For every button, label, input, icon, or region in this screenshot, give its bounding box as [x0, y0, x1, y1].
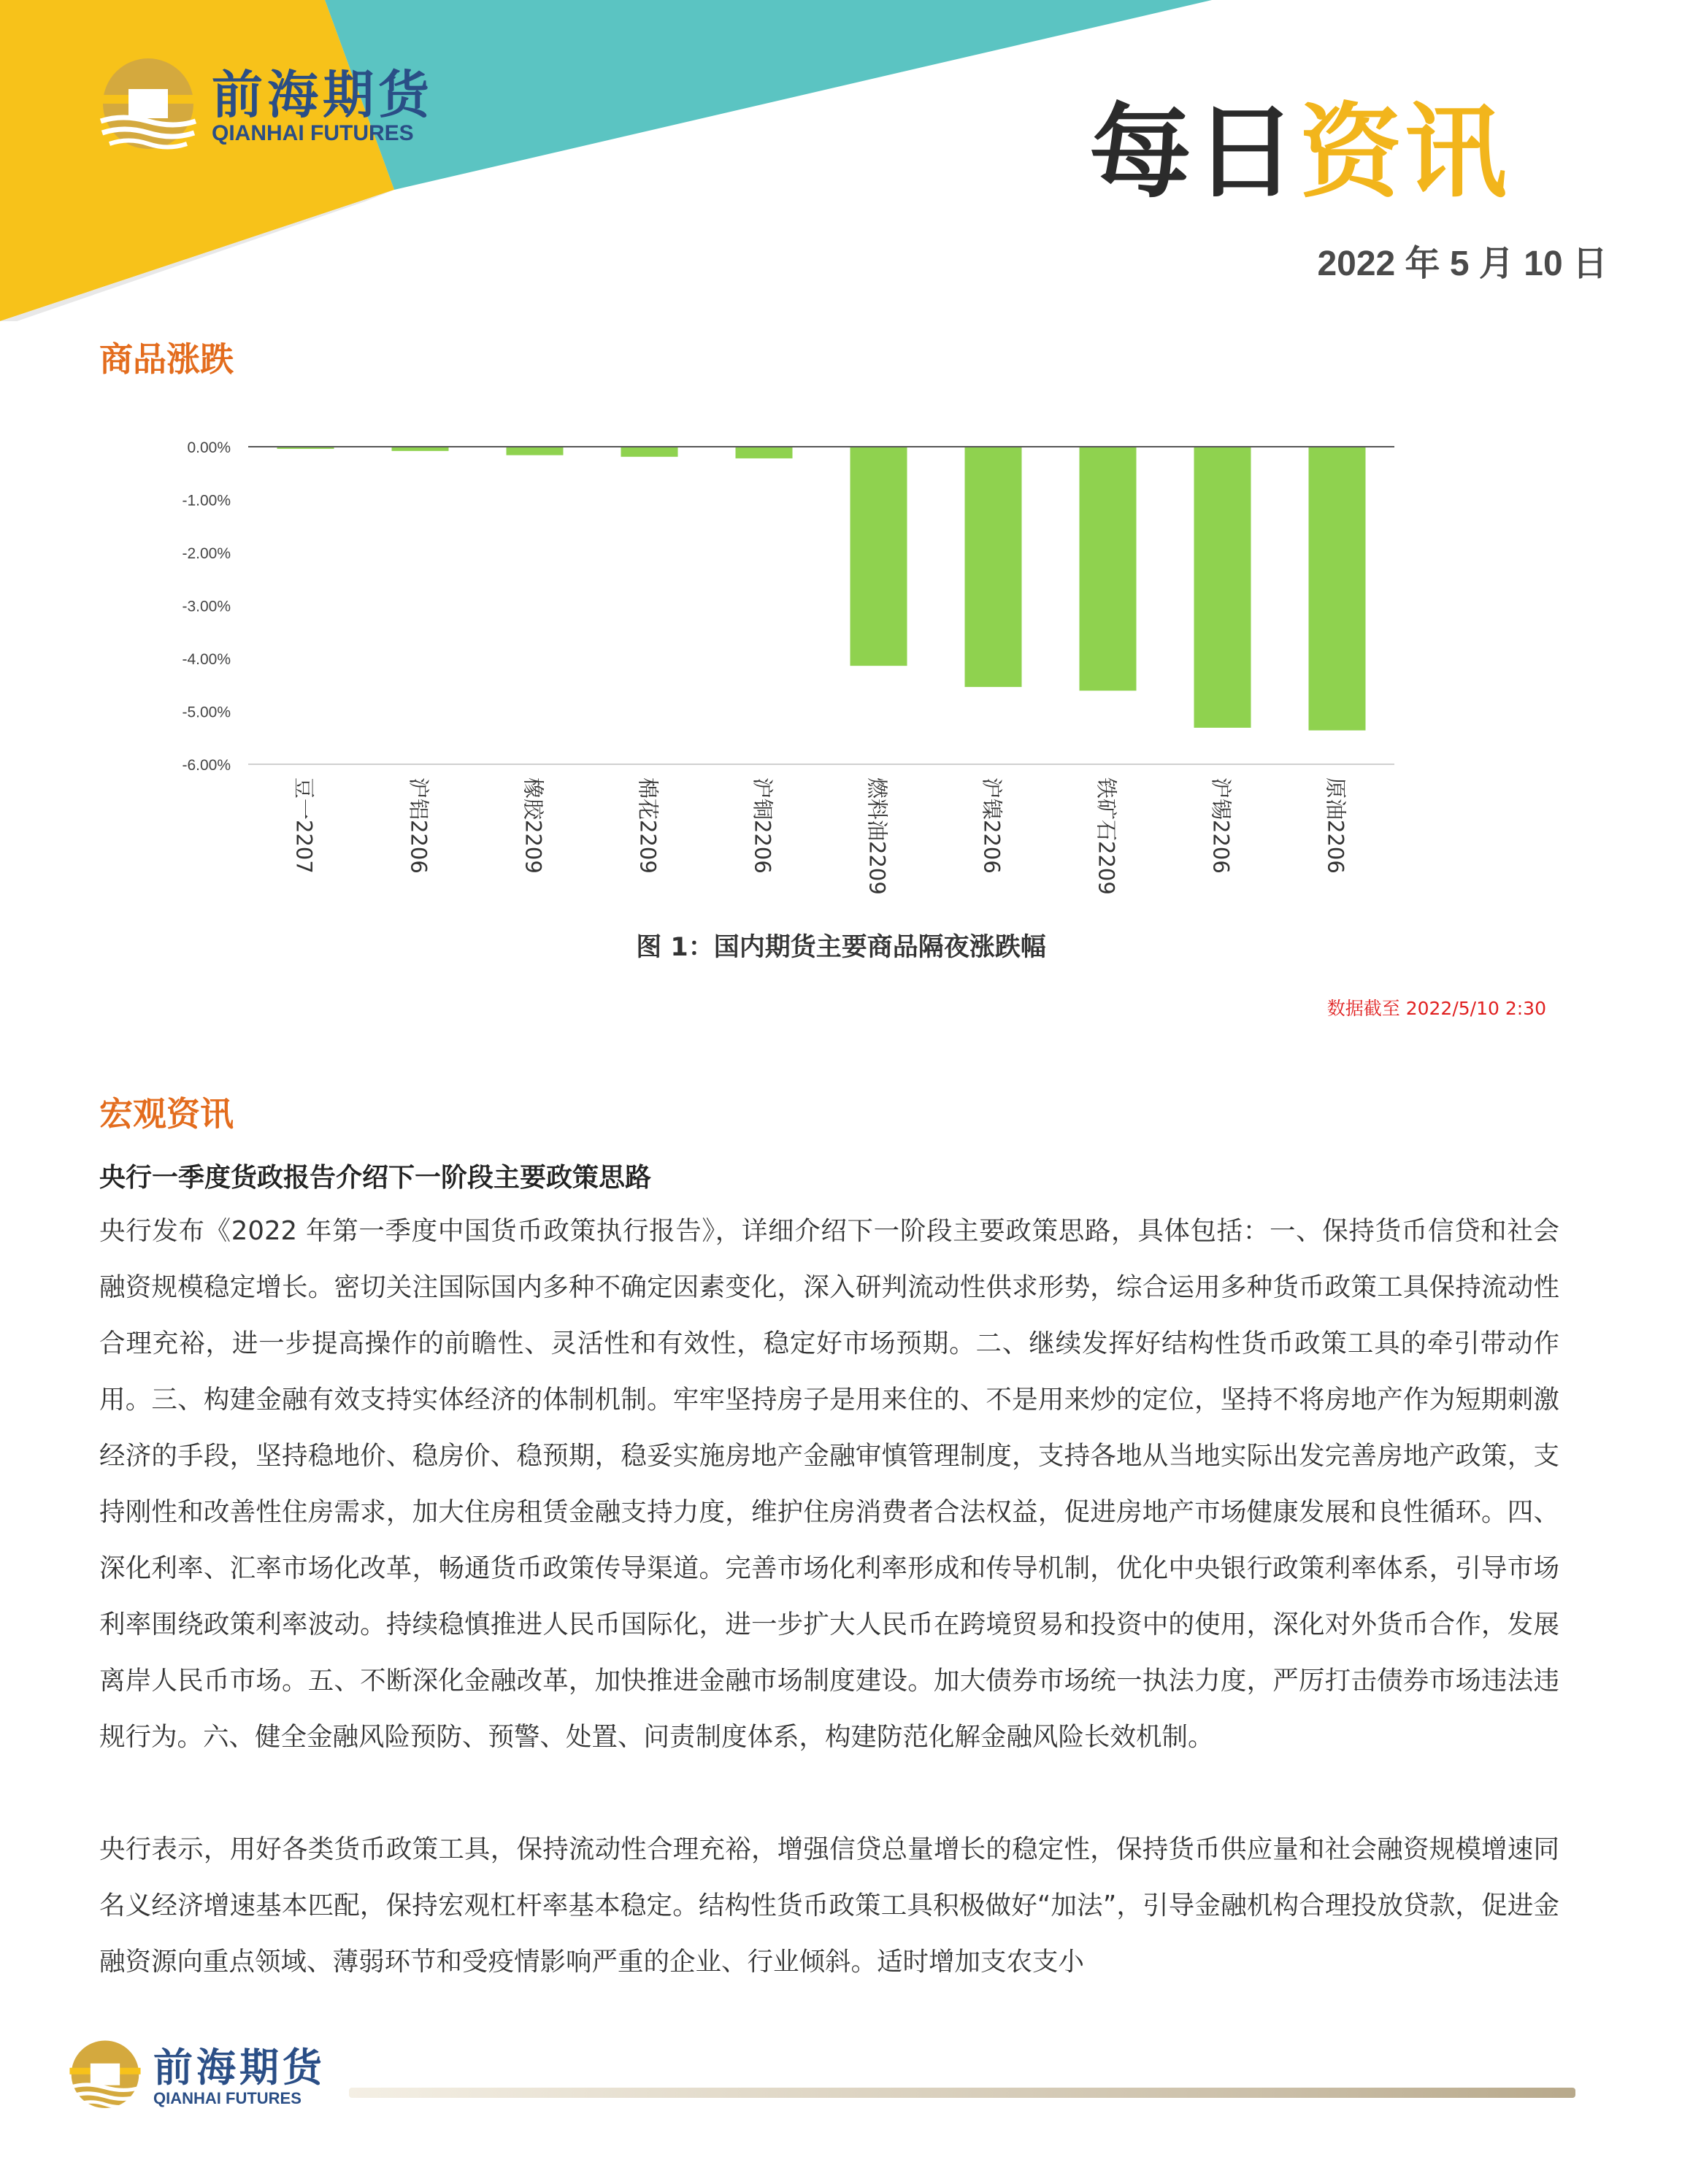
page-title-part1: 每日	[1088, 93, 1299, 212]
x-tick-label: 沪锡2206	[1208, 777, 1234, 874]
sunrise-over-waves-icon	[64, 2035, 146, 2117]
y-tick-label: -4.00%	[182, 651, 231, 668]
section-heading-commodity: 商品涨跌	[99, 339, 234, 379]
report-date: 2022 年 5 月 10 日	[1317, 245, 1608, 283]
data-timestamp-note: 数据截至 2022/5/10 2:30	[1326, 998, 1546, 1019]
y-tick-label: 0.00%	[187, 439, 231, 456]
y-tick-label: -6.00%	[182, 757, 231, 774]
article-title: 央行一季度货政报告介绍下一阶段主要政策思路	[99, 1163, 652, 1193]
bar	[1309, 447, 1366, 731]
logo-name-cn: 前海期货	[212, 64, 434, 125]
x-tick-label: 燃料油2209	[864, 777, 890, 895]
bar	[507, 447, 564, 455]
footer-logo-name-cn: 前海期货	[153, 2044, 326, 2091]
commodity-change-chart	[0, 0, 1682, 920]
bar	[965, 447, 1022, 687]
y-tick-label: -3.00%	[182, 598, 231, 615]
figure-caption: 图 1：国内期货主要商品隔夜涨跌幅	[636, 933, 1046, 962]
x-tick-label: 沪镍2206	[979, 777, 1005, 874]
x-tick-label: 橡胶2209	[521, 777, 546, 874]
bar	[850, 447, 907, 666]
section-heading-macro: 宏观资讯	[99, 1094, 234, 1134]
article-paragraph-2: 央行表示，用好各类货币政策工具，保持流动性合理充裕，增强信贷总量增长的稳定性，保持货币供应量和社会融资规模增速同名义经济增速基本匹配，保持宏观杠杆率基本稳定。结构性货币政策工具积极做好“加法”，引导金融机构合理投放贷款，促进金融资源向重点领域、薄弱环节和受疫情影响严重的企业、行业倾斜。适时增加支农支小	[99, 1834, 1559, 1977]
bar	[621, 447, 678, 457]
y-tick-label: -1.00%	[182, 492, 231, 510]
x-tick-label: 豆一2207	[291, 777, 317, 874]
bar	[736, 447, 793, 458]
x-tick-label: 沪铜2206	[750, 777, 775, 874]
x-tick-label: 铁矿石2209	[1094, 777, 1119, 895]
x-tick-label: 沪铝2206	[406, 777, 431, 874]
bar	[1194, 447, 1251, 728]
footer-logo	[64, 2035, 356, 2117]
y-tick-label: -2.00%	[182, 545, 231, 562]
article-paragraph-1: 央行发布《2022 年第一季度中国货币政策执行报告》，详细介绍下一阶段主要政策思路，具体包括：一、保持货币信贷和社会融资规模稳定增长。密切关注国际国内多种不确定因素变化，深入研判流动性供求形势，综合运用多种货币政策工具保持流动性合理充裕，进一步提高操作的前瞻性、灵活性和有效性，稳定好市场预期。二、继续发挥好结构性货币政策工具的牵引带动作用。三、构建金融有效支持实体经济的体制机制。牢牢坚持房子是用来住的、不是用来炒的定位，坚持不将房地产作为短期刺激经济的手段，坚持稳地价、稳房价、稳预期，稳妥实施房地产金融审慎管理制度，支持各地从当地实际出发完善房地产政策，支持刚性和改善性住房需求，加大住房租赁金融支持力度，维护住房消费者合法权益，促进房地产市场健康发展和良性循环。四、深化利率、汇率市场化改革，畅通货币政策传导渠道。完善市场化利率形成和传导机制，优化中央银行政策利率体系，引导市场利率围绕政策利率波动。持续稳慎推进人民币国际化，进一步扩大人民币在跨境贸易和投资中的使用，深化对外货币合作，发展离岸人民币市场。五、不断深化金融改革，加快推进金融市场制度建设。加大债券市场统一执法力度，严厉打击债券市场违法违规行为。六、健全金融风险预防、预警、处置、问责制度体系，构建防范化解金融风险长效机制。	[99, 1216, 1559, 1752]
bar	[1080, 447, 1137, 691]
logo-name-en: QIANHAI FUTURES	[212, 121, 414, 145]
footer-divider	[349, 2088, 1575, 2098]
y-tick-label: -5.00%	[182, 704, 231, 721]
x-tick-label: 棉花2209	[635, 777, 661, 874]
footer-logo-name-en: QIANHAI FUTURES	[153, 2089, 302, 2107]
page-title-part2: 资讯	[1299, 93, 1510, 212]
x-tick-label: 原油2206	[1323, 777, 1348, 874]
